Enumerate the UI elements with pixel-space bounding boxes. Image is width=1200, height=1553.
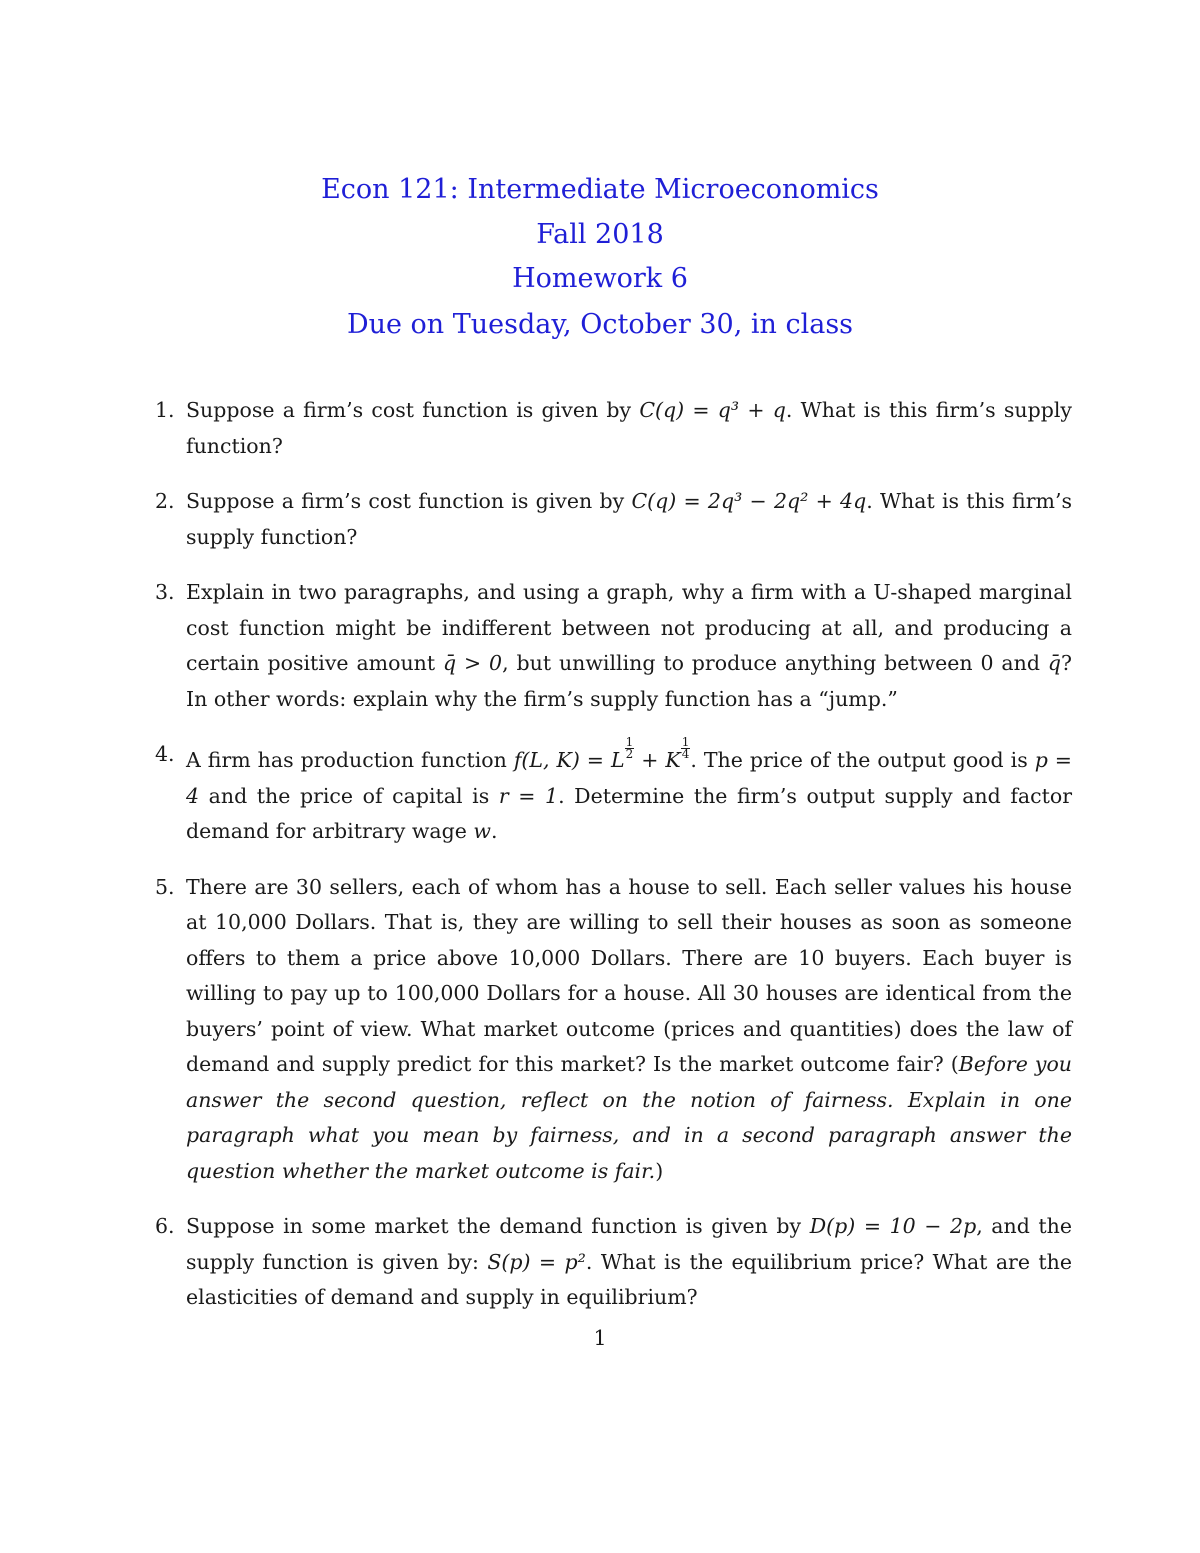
math-expression: r = 1 <box>498 783 559 808</box>
exponent-fraction <box>681 737 691 760</box>
course-title: Econ 121: Intermediate Microeconomics <box>321 174 879 205</box>
italic-note: Before you answer the second question, reflect on the notion of fairness. Explain in one paragraph what you mean by fairness, and in a second paragraph answer the question whether the market outcome is fair. <box>186 1052 1072 1183</box>
problem-3 <box>155 575 1072 717</box>
problem-text: ) <box>655 1158 664 1183</box>
problem-text: and the price of capital is <box>199 783 499 808</box>
problem-text: . Determine the firm’s output supply and factor demand for arbitrary wage <box>186 783 1073 843</box>
problem-list <box>155 393 1072 1336</box>
problem-text: Suppose a firm’s cost function is given by <box>186 398 640 422</box>
problem-number: 6. <box>155 1214 175 1238</box>
problem-6 <box>155 1209 1072 1316</box>
problem-5 <box>155 870 1072 1190</box>
problem-text: . What is this firm’s supply function? <box>186 489 1073 549</box>
fraction-denominator: 4 <box>681 747 690 761</box>
math-expression: D(p) = 10 − 2p <box>809 1214 977 1238</box>
problem-text: There are 30 sellers, each of whom has a house to sell. Each seller values his house at 10,000 Dollars. That is, they are willing to sell their houses as soon as someone offers to them a price above 10,000 Dollars. There are 10 buyers. Each buyer is willing to pay up to 100,000 Dollars for a house. All 30 houses are identical from the buyers’ point of view. What market outcome (prices and quantities) does the law of demand and supply predict for this market? Is the market outcome fair? ( <box>186 874 1072 1076</box>
problem-4 <box>155 737 1072 850</box>
problem-number: 1. <box>155 398 175 422</box>
problem-number: 4. <box>155 742 175 766</box>
fraction-denominator: 2 <box>625 747 634 761</box>
problem-text: , and the supply function is given by: <box>186 1214 1072 1274</box>
due-date: Due on Tuesday, October 30, in class <box>346 309 854 340</box>
problem-number: 2. <box>155 489 175 513</box>
page-number: 1 <box>593 1326 607 1350</box>
math-expression: q̄ <box>1047 651 1061 675</box>
problem-text: . What is the equilibrium price? What are the elasticities of demand and supply in equilibrium? <box>186 1249 1072 1309</box>
problem-text: ? In other words: explain why the firm’s supply function has a “jump.” <box>186 651 1072 711</box>
assignment-title: Homework 6 <box>512 263 688 294</box>
math-expression: q̄ > 0 <box>442 651 503 675</box>
problem-1 <box>155 393 1072 464</box>
math-expression: f(L, K) = L <box>513 748 625 772</box>
problem-number: 3. <box>155 580 175 604</box>
problem-text: . <box>490 819 498 843</box>
problem-text: A firm has production function <box>186 748 514 772</box>
math-expression: w <box>473 819 491 843</box>
problem-text: Explain in two paragraphs, and using a graph, why a firm with a U-shaped marginal cost function might be indifferent between not producing at all, and producing a certain positive amount <box>186 580 1072 675</box>
problem-text: Suppose in some market the demand function is given by <box>186 1214 810 1238</box>
term: Fall 2018 <box>536 219 664 250</box>
math-expression: C(q) = q³ + q <box>639 398 786 422</box>
math-expression: + K <box>634 748 681 772</box>
problem-text: Suppose a firm’s cost function is given by <box>186 489 632 513</box>
problem-number: 5. <box>155 874 175 899</box>
math-expression: p = 4 <box>186 748 1072 808</box>
problem-text: . What is this firm’s supply function? <box>186 398 1073 458</box>
fraction-numerator: 1 <box>681 735 690 749</box>
problem-text: , but unwilling to produce anything between 0 and <box>502 651 1048 675</box>
problem-text: . The price of the output good is <box>690 748 1035 772</box>
exponent-fraction <box>625 737 635 760</box>
problem-2 <box>155 484 1072 555</box>
math-expression: C(q) = 2q³ − 2q² + 4q <box>631 489 867 513</box>
fraction-numerator: 1 <box>625 735 634 749</box>
math-expression: S(p) = p² <box>487 1249 586 1274</box>
